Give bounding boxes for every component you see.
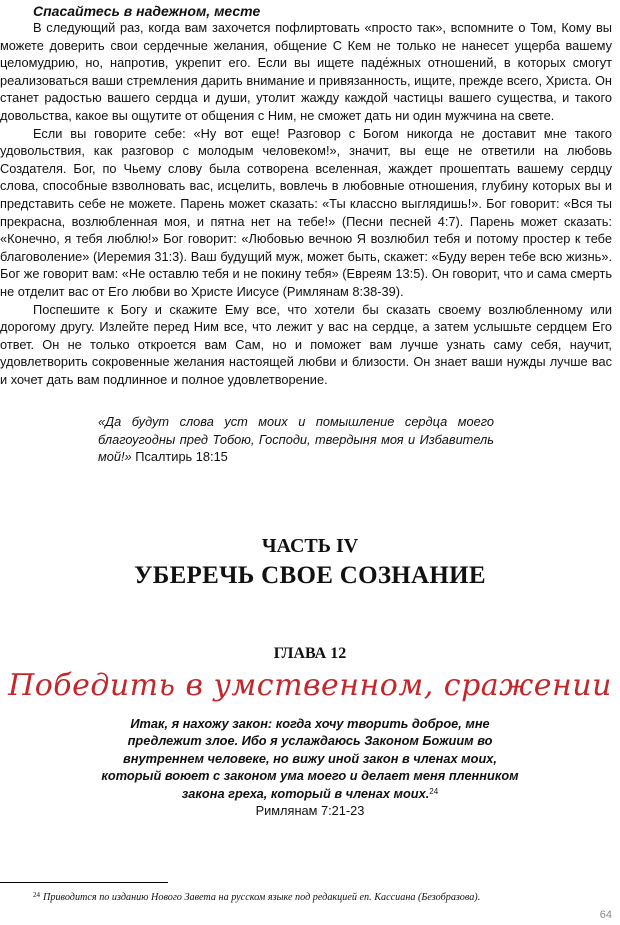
epigraph-line bbox=[0, 785, 620, 802]
paragraph: В следующий раз, когда вам захочется пофлиртовать «просто так», вспомните о Том, Кому вы можете доверить свои сердечные желания, общение С Кем не только не нанесет ущерба вашему целомудрию, но, напротив, укрепит его. Если вы ищете паде́жных отношений, в которых смогут реализоваться ваши стремления дарить внимание и привязанность, ищите, прежде всего, Христа. Он станет радостью вашего сердца и души, утолит жажду каждой частицы вашего существа, и такого довольства, какое вы ощутите от общения с Ним, не сможет дать ни один мужчина на свете. bbox=[0, 20, 612, 123]
epigraph-line-text: закона греха, который в членах моих. bbox=[181, 785, 430, 801]
quote-text: «Да будут слова уст моих и помышление сердца моего благоугодны пред Тобою, Господи, твердыня моя и Избавитель мой!» bbox=[98, 414, 494, 464]
footnote-divider bbox=[0, 882, 168, 883]
chapter-label: ГЛАВА 12 bbox=[273, 645, 347, 662]
footnote-text: Приводится по изданию Нового Завета на русском языке под редакцией еп. Кассиана (Безобразова). bbox=[43, 892, 481, 903]
epigraph-line: предлежит злое. Ибо я услаждаюсь Законом Божиим во bbox=[127, 733, 493, 749]
section-heading: Спасайтесь в надежном, месте bbox=[33, 3, 261, 19]
paragraph: Поспешите к Богу и скажите Ему все, что хотели бы сказать своему возлюбленному или дорогому другу. Излейте перед Ним все, что лежит у вас на сердце, а затем услышьте сердцем Его ответ. Он не только откроется вам Сам, но и поможет вам лучше узнать саму себя, научит, удовлетворить сокровенные желания настоящей любви и близости. Он знает ваши нужды лучше вас и хочет дать вам подлинное и полное удовлетворение. bbox=[0, 301, 612, 387]
epigraph-reference: Римлянам 7:21-23 bbox=[255, 803, 365, 818]
part-title: УБЕРЕЧЬ СВОЕ СОЗНАНИЕ bbox=[134, 562, 486, 589]
footnote-number: 24 bbox=[33, 891, 40, 899]
page-number: 64 bbox=[599, 909, 612, 921]
chapter-title: Победить в умственном, сражении bbox=[8, 668, 612, 703]
body-text bbox=[0, 19, 612, 388]
epigraph-line: внутреннем человеке, но вижу иной закон в членах моих, bbox=[123, 750, 497, 766]
footnote bbox=[33, 891, 593, 904]
epigraph-line: который воюет с законом ума моего и делает меня пленником bbox=[101, 768, 519, 784]
paragraph: Если вы говорите себе: «Ну вот еще! Разговор с Богом никогда не доставит мне такого удовольствия, как разговор с молодым человеком!», значит, вы еще не ответили на любовь Создателя. Бог, по Чьему слову была сотворена вселенная, жаждет прошептать вашему сердцу слова, способные взволновать вас, исцелить, вовлечь в любовные отношения, глубину которых вы и представить себе не можете. Парень может сказать: «Ты классно выглядишь!». Бог говорит: «Вся ты прекрасна, возлюбленная моя, и пятна нет на тебе!» (Песни песней 4:7). Парень может сказать: «Конечно, я тебя люблю!» Бог говорит: «Любовью вечною Я возлюбил тебя и потому простер к тебе благоволение» (Иеремия 31:3). Ваш будущий муж, может быть, скажет: «Буду верен тебе всю жизнь». Бог же говорит вам: «Не оставлю тебя и не покину тебя» (Евреям 13:5). Он говорит, что и сама смерть не отделит вас от Его любви во Христе Иисусе (Римлянам 8:38-39). bbox=[0, 125, 612, 299]
epigraph-line: Итак, я нахожу закон: когда хочу творить доброе, мне bbox=[130, 716, 490, 731]
part-label: ЧАСТЬ IV bbox=[261, 535, 359, 557]
footnote-marker[interactable]: 24 bbox=[429, 786, 439, 796]
scripture-quote bbox=[98, 413, 494, 466]
quote-reference: Псалтирь 18:15 bbox=[135, 449, 228, 464]
chapter-epigraph bbox=[0, 715, 620, 802]
